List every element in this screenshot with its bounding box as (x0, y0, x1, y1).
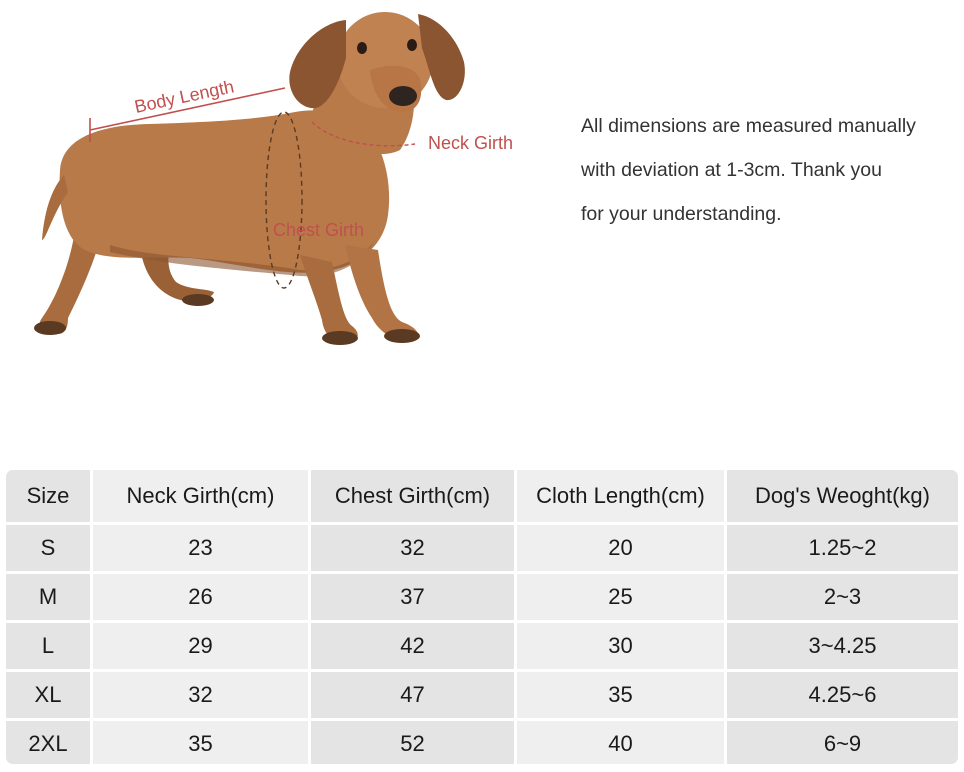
neck-girth-label: Neck Girth (428, 133, 514, 153)
cell-size: M (6, 574, 90, 623)
dog-paw (322, 331, 358, 345)
table-row (6, 672, 958, 721)
cell-dog-weight: 1.25~2 (724, 525, 958, 574)
header-chest-girth: Chest Girth(cm) (308, 470, 514, 525)
cell-dog-weight: 6~9 (724, 721, 958, 764)
cell-neck-girth: 26 (90, 574, 308, 623)
cell-size: S (6, 525, 90, 574)
chest-girth-label: Chest Girth (273, 220, 365, 240)
cell-size: L (6, 623, 90, 672)
measurement-note (581, 104, 961, 236)
dog-paw (384, 329, 420, 343)
cell-dog-weight: 4.25~6 (724, 672, 958, 721)
cell-chest-girth: 42 (308, 623, 514, 672)
cell-cloth-length: 25 (514, 574, 724, 623)
cell-cloth-length: 30 (514, 623, 724, 672)
cell-neck-girth: 29 (90, 623, 308, 672)
cell-neck-girth: 32 (90, 672, 308, 721)
note-line: All dimensions are measured manually (581, 115, 916, 137)
note-line: with deviation at 1-3cm. Thank you (581, 159, 882, 181)
dachshund-illustration (34, 12, 465, 345)
dog-front-leg-right (345, 245, 418, 341)
dog-nose (389, 86, 417, 106)
table-row (6, 623, 958, 672)
dog-paw (34, 321, 66, 335)
header-size: Size (6, 470, 90, 525)
cell-cloth-length: 40 (514, 721, 724, 764)
cell-chest-girth: 47 (308, 672, 514, 721)
table-row (6, 721, 958, 764)
dog-front-leg-left (300, 255, 358, 342)
dog-eye (357, 42, 367, 54)
dog-eye (407, 39, 417, 51)
cell-dog-weight: 2~3 (724, 574, 958, 623)
cell-size: 2XL (6, 721, 90, 764)
body-length-label: Body Length (132, 76, 236, 117)
cell-neck-girth: 23 (90, 525, 308, 574)
dog-paw (182, 294, 214, 306)
header-cloth-length: Cloth Length(cm) (514, 470, 724, 525)
table-row (6, 574, 958, 623)
dog-measurement-diagram (0, 0, 560, 400)
cell-chest-girth: 37 (308, 574, 514, 623)
cell-cloth-length: 35 (514, 672, 724, 721)
table-row (6, 525, 958, 574)
table-header-row (6, 470, 958, 525)
size-table (6, 470, 958, 764)
cell-chest-girth: 32 (308, 525, 514, 574)
header-neck-girth: Neck Girth(cm) (90, 470, 308, 525)
cell-chest-girth: 52 (308, 721, 514, 764)
cell-cloth-length: 20 (514, 525, 724, 574)
cell-neck-girth: 35 (90, 721, 308, 764)
cell-dog-weight: 3~4.25 (724, 623, 958, 672)
header-dog-weight: Dog's Weoght(kg) (724, 470, 958, 525)
size-chart (6, 470, 958, 764)
note-line: for your understanding. (581, 203, 782, 225)
cell-size: XL (6, 672, 90, 721)
